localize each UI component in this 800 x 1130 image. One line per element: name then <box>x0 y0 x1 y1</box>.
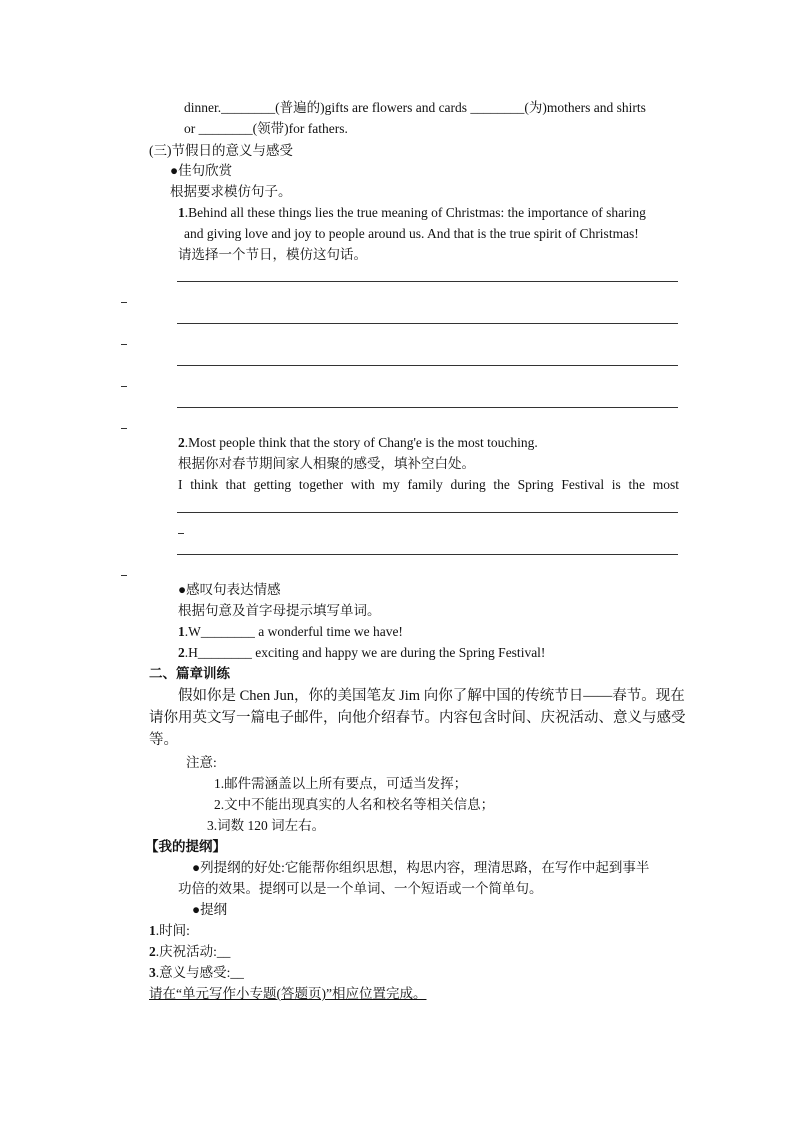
question-text: .Behind all these things lies the true meaning of Christmas: the importance of sharing <box>184 205 646 220</box>
task-line-1: 假如你是 Chen Jun，你的美国笔友 Jim 向你了解中国的传统节日——春节。现在 <box>178 688 685 704</box>
outline-benefit-line-2: 功倍的效果。提纲可以是一个单词、一个短语或一个简单句。 <box>178 881 543 896</box>
answer-line[interactable] <box>177 365 678 366</box>
item-text: .H________ exciting and happy we are during the Spring Festival! <box>184 645 546 660</box>
question-text: .Most people think that the story of Chang'e is the most touching. <box>184 435 538 450</box>
answer-line[interactable] <box>177 554 678 555</box>
answer-line[interactable] <box>177 281 678 282</box>
margin-tick <box>121 428 127 429</box>
question-2-instruction: 根据你对春节期间家人相聚的感受，填补空白处。 <box>178 456 475 471</box>
question-1-line-1 <box>178 204 646 222</box>
question-2-line-3: I think that getting together with my family during the Spring Festival is the most <box>178 477 679 492</box>
outline-title: 【我的提纲】 <box>145 839 226 854</box>
final-note: 请在“单元写作小专题(答题页)”相应位置完成。 <box>149 986 427 1001</box>
answer-line[interactable] <box>177 323 678 324</box>
note-item-2: 2.文中不能出现真实的人名和校名等相关信息； <box>214 797 495 812</box>
question-1-line-2: and giving love and joy to people around us. And that is the true spirit of Christmas! <box>184 226 639 241</box>
exclamation-item-2 <box>178 644 545 662</box>
item-number: 1 <box>149 923 156 938</box>
item-number: 2 <box>178 645 185 660</box>
margin-tick <box>121 302 127 303</box>
note-title: 注意: <box>186 755 217 770</box>
margin-tick <box>121 575 127 576</box>
margin-tick <box>178 533 184 534</box>
item-number: 1 <box>178 624 185 639</box>
item-text: .意义与感受:__ <box>155 965 244 980</box>
outline-benefit-line-1: ●列提纲的好处:它能帮你组织思想，构思内容，理清思路，在写作中起到事半 <box>192 860 650 875</box>
outline-label: ●提纲 <box>192 902 228 917</box>
good-sentences-label: ●佳句欣赏 <box>170 163 233 178</box>
question-2-line-1 <box>178 434 538 452</box>
outline-item-2 <box>149 943 230 961</box>
item-text: .W________ a wonderful time we have! <box>184 624 403 639</box>
task-line-2: 请你用英文写一篇电子邮件，向他介绍春节。内容包含时间、庆祝活动、意义与感受 <box>149 710 686 726</box>
item-number: 3 <box>149 965 156 980</box>
task-line-3: 等。 <box>149 732 178 748</box>
outline-item-3 <box>149 964 244 982</box>
text-line-1: dinner.________(普遍的)gifts are flowers and cards ________(为)mothers and shirts <box>184 100 646 115</box>
item-text: .庆祝活动:__ <box>155 944 231 959</box>
answer-line[interactable] <box>177 407 678 408</box>
question-number: 2 <box>178 435 185 450</box>
item-text: .时间: <box>155 923 190 938</box>
margin-tick <box>121 386 127 387</box>
item-number: 2 <box>149 944 156 959</box>
outline-item-1 <box>149 922 190 940</box>
section3-title: (三)节假日的意义与感受 <box>149 143 293 158</box>
question-number: 1 <box>178 205 185 220</box>
exclamation-item-1 <box>178 623 403 641</box>
exclamation-title: ●感叹句表达情感 <box>178 582 281 597</box>
part2-title: 二、篇章训练 <box>149 666 230 681</box>
margin-tick <box>121 344 127 345</box>
answer-line[interactable] <box>177 512 678 513</box>
note-item-1: 1.邮件需涵盖以上所有要点，可适当发挥； <box>214 776 468 791</box>
exclamation-instruction: 根据句意及首字母提示填写单词。 <box>178 603 381 618</box>
text-line-2: or ________(领带)for fathers. <box>184 121 348 136</box>
imitate-instruction: 根据要求模仿句子。 <box>170 184 292 199</box>
question-1-instruction: 请选择一个节日，模仿这句话。 <box>178 247 367 262</box>
note-item-3: 3.词数 120 词左右。 <box>207 818 326 833</box>
